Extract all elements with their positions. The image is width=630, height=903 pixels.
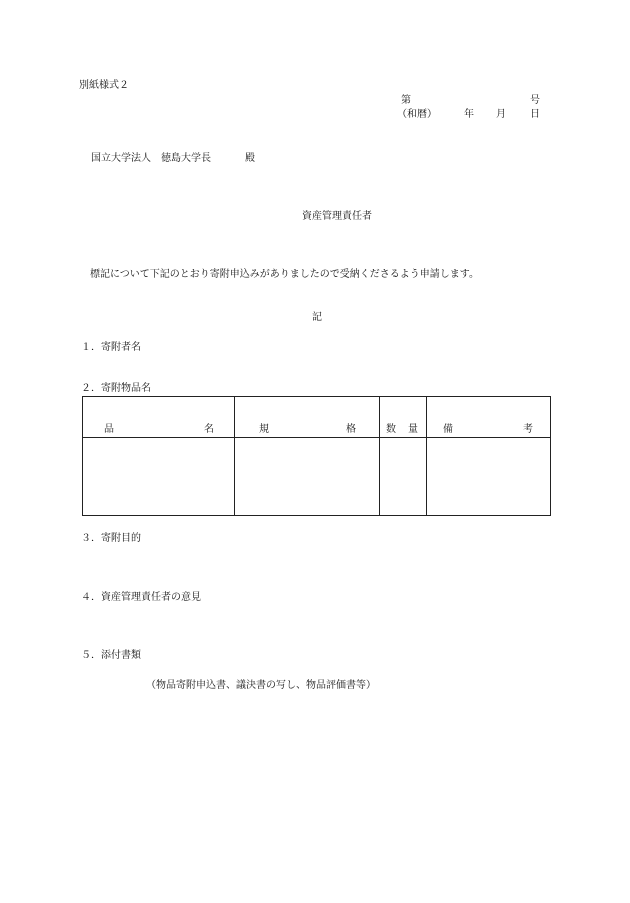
date-day: 日 — [530, 109, 540, 120]
col-remarks-char2: 考 — [523, 424, 533, 435]
item-1 — [81, 342, 141, 354]
item-5 — [81, 650, 141, 662]
col-item-name-char2: 名 — [204, 424, 214, 435]
addressee-org: 国立大学法人 徳島大学長 — [91, 153, 211, 164]
table-divider — [234, 397, 235, 515]
item-1-number: １． — [81, 342, 101, 353]
donated-items-table — [82, 396, 551, 516]
item-4-label: 資産管理責任者の意見 — [101, 592, 201, 603]
item-2-number: ２． — [81, 383, 101, 394]
col-spec-char2: 格 — [346, 424, 356, 435]
col-remarks-char1: 備 — [443, 424, 453, 435]
item-5-label: 添付書類 — [101, 650, 141, 661]
sender-title: 資産管理責任者 — [302, 211, 372, 222]
item-1-label: 寄附者名 — [101, 342, 141, 353]
item-4-number: ４． — [81, 592, 101, 603]
item-3 — [81, 533, 141, 545]
date-month: 月 — [496, 109, 506, 120]
table-header-rule — [83, 437, 550, 438]
col-quantity-char1: 数 — [386, 424, 396, 435]
item-2-label: 寄附物品名 — [101, 383, 151, 394]
date-year: 年 — [464, 109, 474, 120]
item-3-label: 寄附目的 — [101, 533, 141, 544]
addressee-honorific: 殿 — [245, 153, 255, 164]
body-text: 標記について下記のとおり寄附申込みがありましたので受納くださるよう申請します。 — [90, 269, 479, 280]
ki-heading: 記 — [312, 312, 322, 323]
date-era: （和暦） — [397, 109, 437, 120]
table-divider — [379, 397, 380, 515]
form-number: 別紙様式２ — [79, 80, 129, 91]
item-4 — [81, 592, 201, 604]
col-quantity-char2: 量 — [408, 424, 418, 435]
doc-number-suffix: 号 — [530, 95, 540, 106]
doc-number-prefix: 第 — [401, 95, 411, 106]
item-3-number: ３． — [81, 533, 101, 544]
item-2 — [81, 383, 151, 395]
col-spec-char1: 規 — [259, 424, 269, 435]
item-5-number: ５． — [81, 650, 101, 661]
table-divider — [426, 397, 427, 515]
col-item-name-char1: 品 — [104, 424, 114, 435]
attachment-note: （物品寄附申込書、議決書の写し、物品評価書等） — [146, 680, 376, 691]
